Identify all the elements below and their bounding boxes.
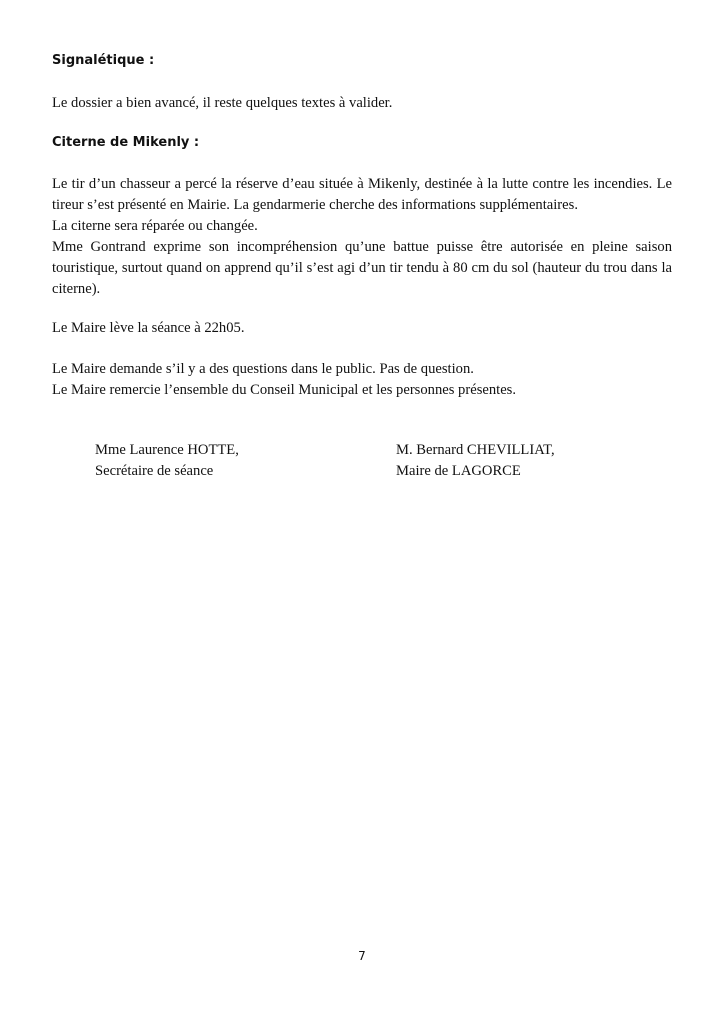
questions-text: Le Maire demande s’il y a des questions dans le public. Pas de question. [52, 361, 474, 377]
signature-right-name: M. Bernard CHEVILLIAT, [396, 442, 555, 458]
signature-left-name: Mme Laurence HOTTE, [95, 442, 239, 458]
citerne-line-2: La citerne sera réparée ou changée. [52, 218, 258, 234]
heading-citerne: Citerne de Mikenly : [52, 135, 200, 150]
page-number: 7 [358, 949, 366, 963]
remerciements-text: Le Maire remercie l’ensemble du Conseil Municipal et les personnes présentes. [52, 382, 517, 398]
signaletique-text: Le dossier a bien avancé, il reste quelques textes à valider. [52, 95, 393, 111]
seance-levee-text: Le Maire lève la séance à 22h05. [52, 320, 245, 336]
citerne-paragraph-1: Le tir d’un chasseur a percé la réserve d’eau située à Mikenly, destinée à la lutte contre les incendies. Le tireur s’est présenté en Mairie. La gendarmerie cherche des informations supplémentaires. [52, 176, 672, 213]
citerne-body [52, 174, 672, 300]
citerne-paragraph-3: Mme Gontrand exprime son incompréhension qu’une battue puisse être autorisée en pleine saison touristique, surtout quand on apprend qu’il s’est agi d’un tir tendu à 80 cm du sol (hauteur du trou dans la citerne). [52, 239, 672, 297]
signature-right-role: Maire de LAGORCE [396, 463, 521, 479]
heading-signaletique: Signalétique : [52, 53, 155, 68]
signature-left-role: Secrétaire de séance [95, 463, 214, 479]
